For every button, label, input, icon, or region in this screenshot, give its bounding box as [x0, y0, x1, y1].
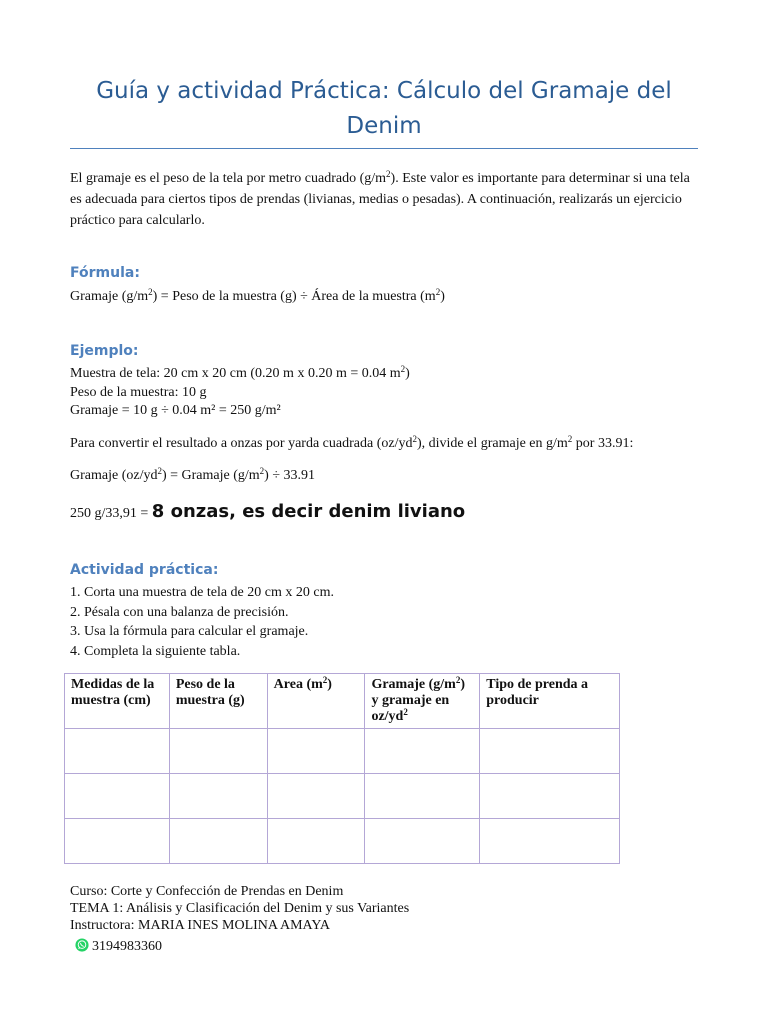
example-line-2: Peso de la muestra: 10 g [70, 385, 207, 400]
title-divider [70, 148, 698, 149]
contact-phone [75, 939, 162, 955]
header-text: ) [327, 677, 332, 692]
col-header-tipo-prenda: Tipo de prenda a producir [480, 674, 620, 729]
course-name: Curso: Corte y Confección de Prendas en Denim [70, 884, 344, 899]
course-topic: TEMA 1: Análisis y Clasificación del Denim y sus Variantes [70, 901, 410, 916]
table-cell[interactable] [365, 774, 480, 819]
table-cell[interactable] [480, 819, 620, 864]
superscript: 2 [322, 675, 328, 685]
page-title: Guía y actividad Práctica: Cálculo del Gramaje del Denim [96, 78, 672, 139]
header-text: Gramaje (g/m [371, 677, 456, 692]
superscript: 2 [435, 287, 441, 297]
conversion-part: por 33.91: [572, 436, 634, 451]
example-text: Muestra de tela: 20 cm x 20 cm (0.20 m x 0.20 m = 0.04 m [70, 366, 401, 381]
superscript: 2 [403, 707, 408, 717]
conversion-formula-part: Gramaje (oz/yd [70, 468, 158, 483]
conversion-text [70, 436, 633, 452]
superscript: 2 [259, 466, 265, 476]
formula-heading: Fórmula: [70, 265, 140, 281]
table-row [65, 819, 620, 864]
activity-step: 1. Corta una muestra de tela de 20 cm x 20 cm. [70, 585, 334, 600]
superscript: 2 [386, 169, 391, 179]
table-cell[interactable] [267, 729, 365, 774]
table-row [65, 729, 620, 774]
activity-heading: Actividad práctica: [70, 562, 219, 578]
course-footer [70, 883, 409, 934]
col-header-medidas: Medidas de la muestra (cm) [65, 674, 170, 729]
conversion-part: Para convertir el resultado a onzas por yarda cuadrada (oz/yd [70, 436, 413, 451]
formula-text: ) [440, 289, 445, 304]
result-line [70, 501, 465, 522]
conversion-formula-part: ) = Gramaje (g/m [161, 468, 260, 483]
superscript: 2 [157, 466, 162, 476]
intro-paragraph [70, 168, 700, 231]
result-highlight: 8 onzas, es decir denim liviano [151, 501, 466, 522]
superscript: 2 [412, 434, 417, 444]
table-cell[interactable] [65, 774, 170, 819]
conversion-formula-part: ) ÷ 33.91 [264, 468, 316, 483]
table-cell[interactable] [267, 774, 365, 819]
intro-text: ). Este valor es importante para determinar si una tela es adecuada para ciertos tipos de prendas (livianas, medias o pesadas). A continuación, realizarás un ejercicio práctico para calcularlo. [70, 171, 690, 228]
table-cell[interactable] [267, 819, 365, 864]
table-cell[interactable] [480, 774, 620, 819]
intro-text: El gramaje es el peso de la tela por metro cuadrado (g/m [70, 171, 387, 186]
superscript: 2 [148, 287, 153, 297]
table-cell[interactable] [169, 774, 267, 819]
col-header-peso: Peso de la muestra (g) [169, 674, 267, 729]
whatsapp-icon [75, 938, 89, 952]
table-cell[interactable] [365, 729, 480, 774]
instructor-name: Instructora: MARIA INES MOLINA AMAYA [70, 918, 331, 933]
conversion-part: ), divide el gramaje en g/m [416, 436, 568, 451]
example-line-1 [70, 365, 410, 383]
table-cell[interactable] [65, 819, 170, 864]
phone-number[interactable]: 3194983360 [92, 939, 162, 954]
superscript: 2 [567, 434, 573, 444]
table-cell[interactable] [65, 729, 170, 774]
table-cell[interactable] [169, 819, 267, 864]
col-header-area [267, 674, 365, 729]
superscript: 2 [400, 364, 406, 374]
table-cell[interactable] [169, 729, 267, 774]
result-calculation: 250 g/33,91 = [70, 506, 152, 521]
table-cell[interactable] [365, 819, 480, 864]
activity-step: 4. Completa la siguiente tabla. [70, 643, 241, 659]
table-header-row [65, 674, 620, 729]
header-text: Area (m [273, 677, 323, 692]
example-text: ) [405, 366, 410, 381]
formula-line [70, 289, 445, 305]
activity-step: 2. Pésala con una balanza de precisión. [70, 604, 289, 620]
activity-steps [70, 583, 334, 661]
example-heading: Ejemplo: [70, 343, 139, 359]
conversion-formula [70, 468, 315, 484]
formula-text: Gramaje (g/m [70, 289, 149, 304]
table-cell[interactable] [480, 729, 620, 774]
col-header-gramaje [365, 674, 480, 729]
gramaje-table [64, 673, 620, 864]
activity-step: 3. Usa la fórmula para calcular el gramaje. [70, 624, 309, 639]
header-text: ) y gramaje en oz/yd [371, 677, 465, 724]
example-line-3: Gramaje = 10 g ÷ 0.04 m² = 250 g/m² [70, 403, 281, 418]
table-row [65, 774, 620, 819]
formula-text: ) = Peso de la muestra (g) ÷ Área de la muestra (m [152, 289, 436, 304]
superscript: 2 [455, 675, 461, 685]
